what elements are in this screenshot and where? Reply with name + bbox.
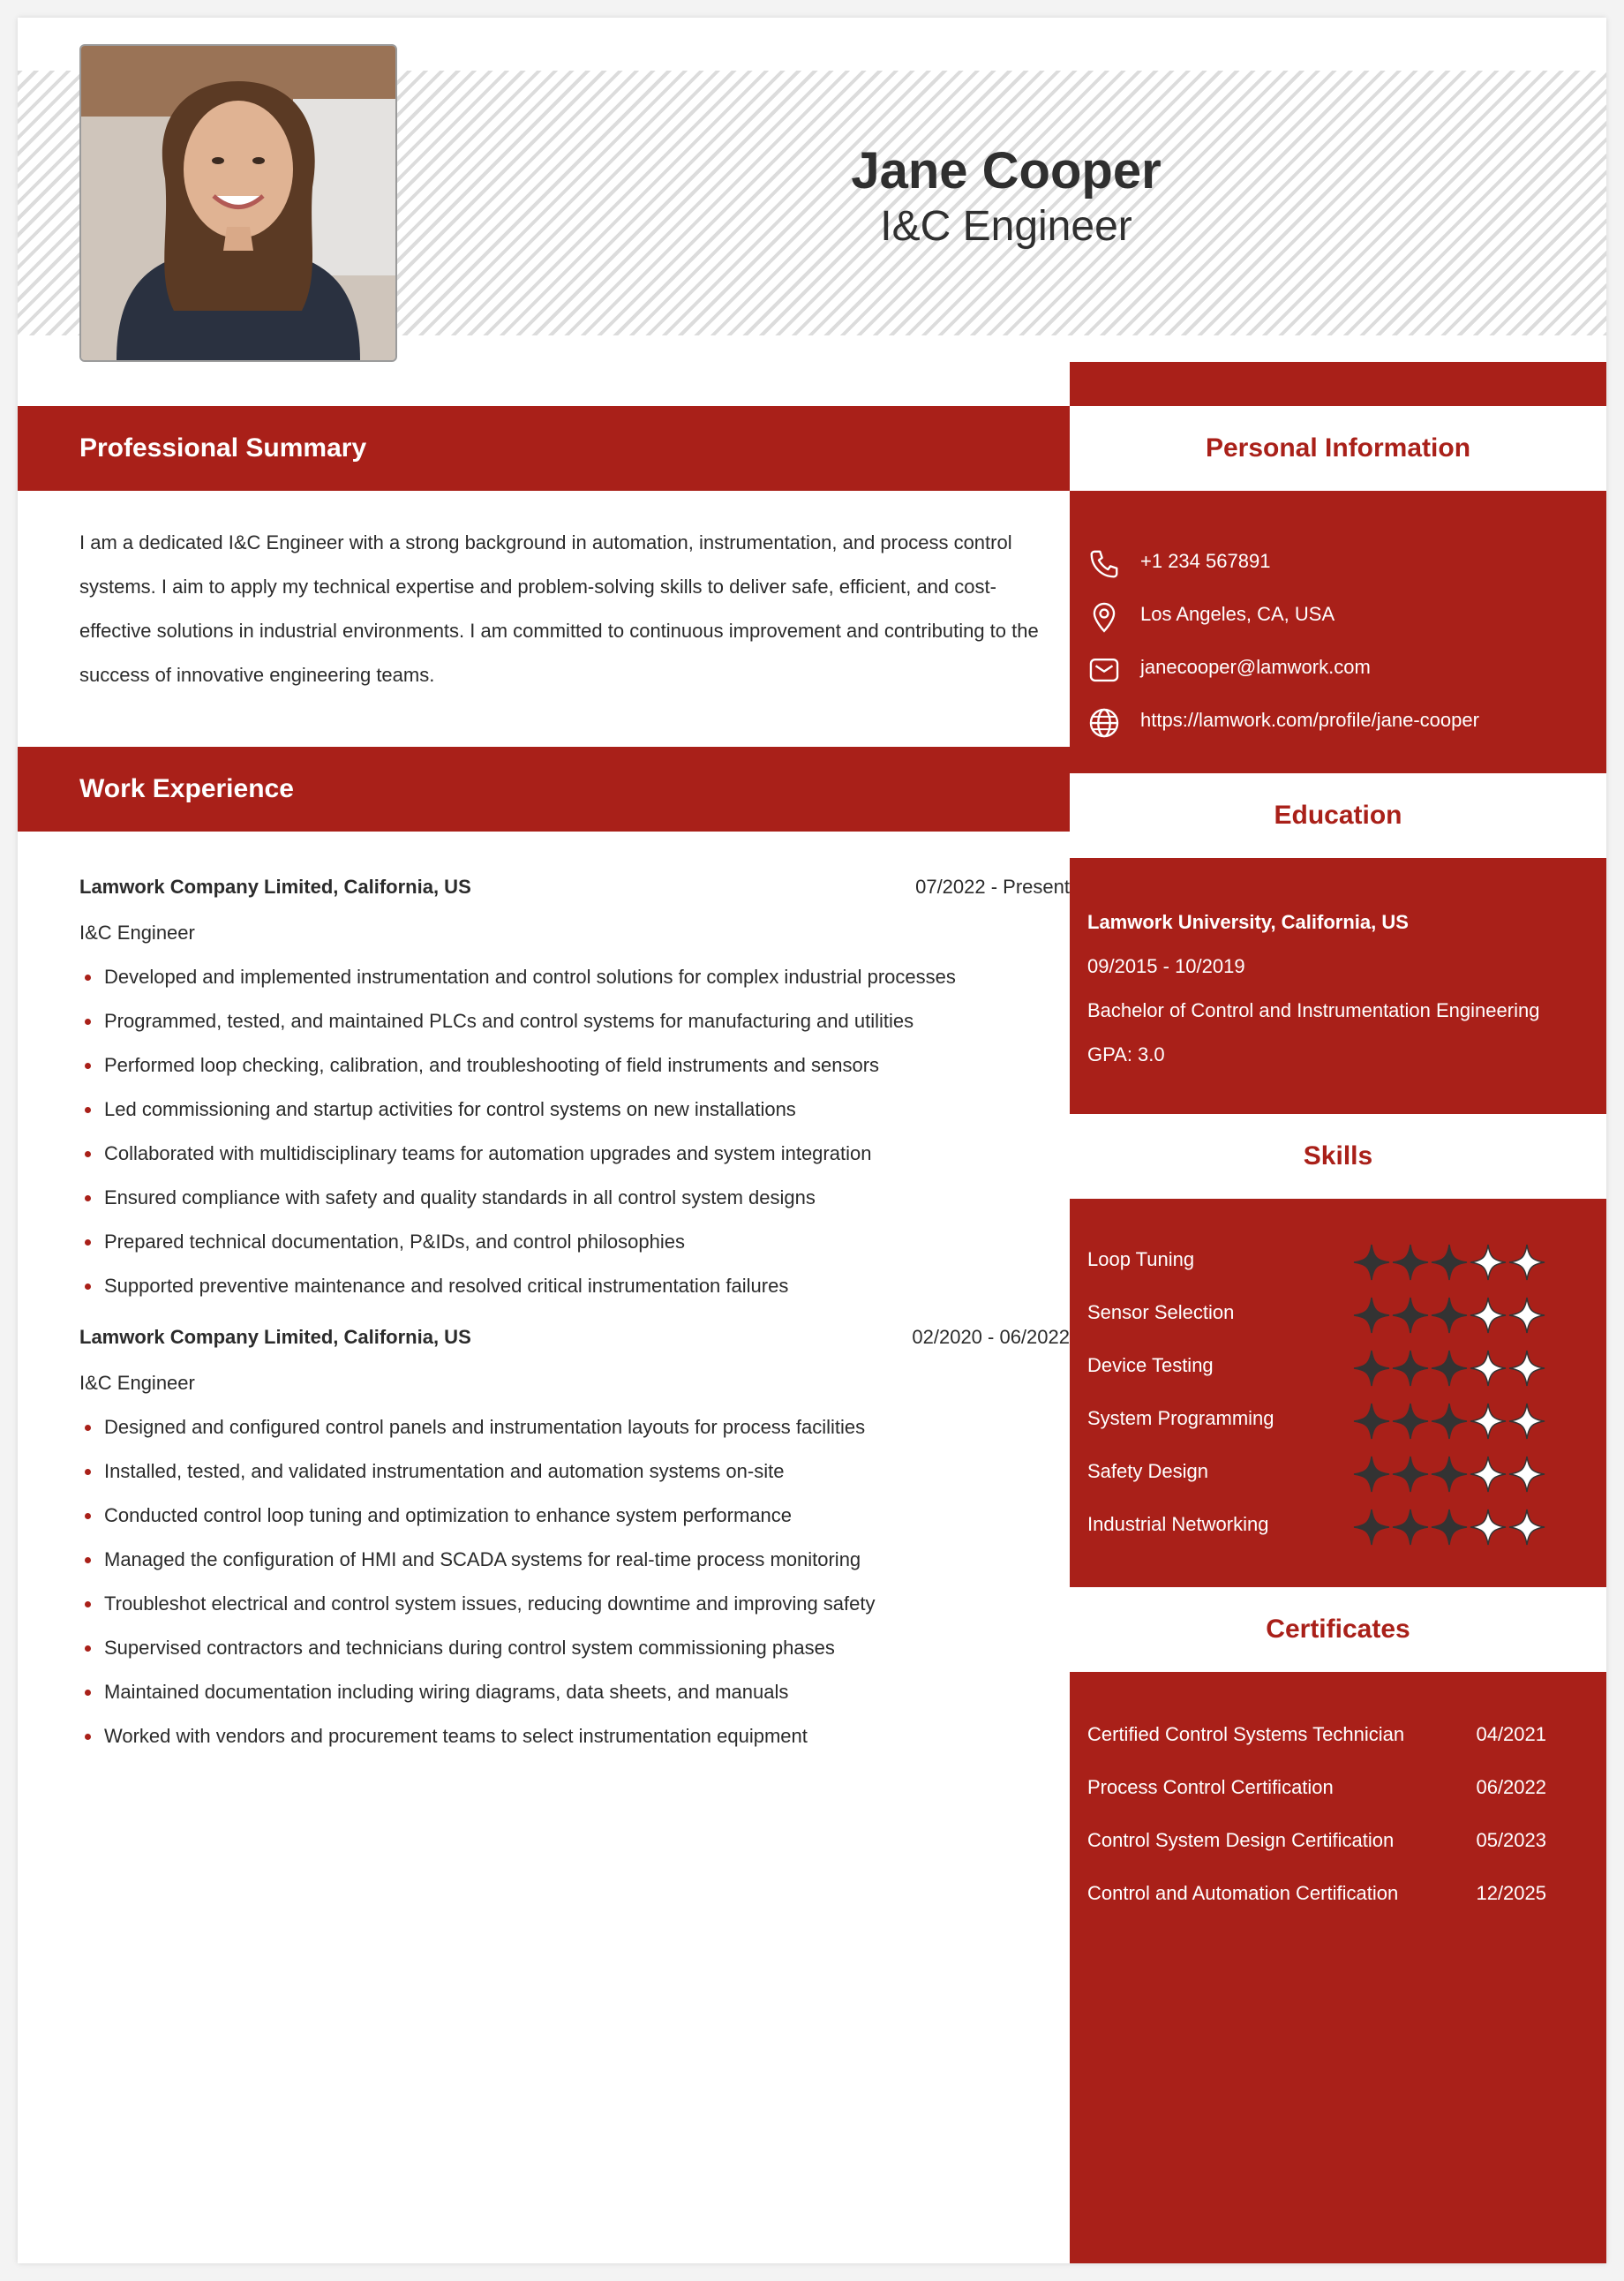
skill-name: Industrial Networking <box>1087 1513 1269 1535</box>
location-pin-icon <box>1087 600 1121 634</box>
star-filled-icon <box>1391 1508 1430 1547</box>
skill-row <box>1087 1395 1582 1448</box>
star-filled-icon <box>1391 1296 1430 1335</box>
certificate-name: Control System Design Certification <box>1087 1829 1395 1851</box>
star-empty-icon <box>1507 1508 1546 1547</box>
phone-icon <box>1087 547 1121 581</box>
section-header-skills <box>1070 1114 1606 1199</box>
star-empty-icon <box>1507 1402 1546 1441</box>
star-empty-icon <box>1469 1296 1507 1335</box>
star-empty-icon <box>1469 1349 1507 1388</box>
section-title: Skills <box>1303 1141 1373 1171</box>
star-filled-icon <box>1352 1508 1391 1547</box>
star-empty-icon <box>1469 1402 1507 1441</box>
star-filled-icon <box>1391 1455 1430 1494</box>
skill-name: Sensor Selection <box>1087 1301 1235 1323</box>
star-empty-icon <box>1507 1296 1546 1335</box>
contact-text[interactable]: janecooper@lamwork.com <box>1140 656 1371 678</box>
job-bullets <box>79 1405 1070 1758</box>
bullet-item: Conducted control loop tuning and optimization to enhance system performance <box>79 1494 1070 1538</box>
contact-text: Los Angeles, CA, USA <box>1140 603 1335 625</box>
job-dates: 02/2020 - 06/2022 <box>912 1326 1070 1348</box>
section-title: Certificates <box>1266 1615 1410 1644</box>
section-title: Education <box>1274 801 1402 830</box>
summary-text: I am a dedicated I&C Engineer with a strong background in automation, instrumentation, and process control systems. I aim to apply my technical expertise and problem-solving skills to deliver safe, efficient, and cost-effective solutions in industrial environments. I am committed to continuous improvement and contributing to the success of innovative engineering teams. <box>79 531 1039 686</box>
skill-row <box>1087 1236 1582 1289</box>
skill-row <box>1087 1501 1582 1554</box>
resume-page <box>18 18 1606 2263</box>
bullet-item: Performed loop checking, calibration, and troubleshooting of field instruments and sensors <box>79 1043 1070 1088</box>
skill-name: System Programming <box>1087 1407 1274 1429</box>
section-title: Professional Summary <box>79 433 367 463</box>
job-role: I&C Engineer <box>79 1372 195 1394</box>
certificate-row <box>1087 1711 1546 1764</box>
job-role: I&C Engineer <box>79 922 195 944</box>
star-filled-icon <box>1352 1455 1391 1494</box>
certificate-name: Certified Control Systems Technician <box>1087 1723 1405 1745</box>
star-filled-icon <box>1391 1402 1430 1441</box>
skill-name: Safety Design <box>1087 1460 1208 1482</box>
star-filled-icon <box>1352 1349 1391 1388</box>
section-header-education <box>1070 773 1606 858</box>
skill-row <box>1087 1289 1582 1342</box>
bullet-item: Installed, tested, and validated instrumentation and automation systems on-site <box>79 1449 1070 1494</box>
certificate-date: 06/2022 <box>1476 1776 1546 1798</box>
candidate-name: Jane Cooper <box>851 142 1162 199</box>
skill-rating <box>1352 1296 1546 1335</box>
job-company: Lamwork Company Limited, California, US <box>79 876 471 898</box>
bullet-item: Supported preventive maintenance and resolved critical instrumentation failures <box>79 1264 1070 1308</box>
bullet-item: Troubleshot electrical and control system issues, reducing downtime and improving safety <box>79 1582 1070 1626</box>
star-filled-icon <box>1430 1455 1469 1494</box>
candidate-title: I&C Engineer <box>880 203 1132 250</box>
job-entry <box>79 1317 1070 1758</box>
star-filled-icon <box>1430 1402 1469 1441</box>
star-filled-icon <box>1352 1402 1391 1441</box>
job-entry <box>79 867 1070 1308</box>
star-filled-icon <box>1391 1349 1430 1388</box>
star-empty-icon <box>1507 1349 1546 1388</box>
certificate-name: Control and Automation Certification <box>1087 1882 1399 1904</box>
globe-icon <box>1087 706 1121 740</box>
section-header-certificates <box>1070 1587 1606 1672</box>
bullet-item: Programmed, tested, and maintained PLCs and control systems for manufacturing and utilities <box>79 999 1070 1043</box>
skill-name: Device Testing <box>1087 1354 1214 1376</box>
section-title: Personal Information <box>1205 433 1471 463</box>
education-degree: Bachelor of Control and Instrumentation Engineering <box>1087 999 1540 1021</box>
certificate-date: 12/2025 <box>1476 1882 1546 1904</box>
certificate-row <box>1087 1870 1546 1923</box>
bullet-item: Managed the configuration of HMI and SCADA systems for real-time process monitoring <box>79 1538 1070 1582</box>
skill-row <box>1087 1448 1582 1501</box>
profile-photo <box>79 44 397 362</box>
education-gpa: GPA: 3.0 <box>1087 1043 1165 1065</box>
job-bullets <box>79 955 1070 1308</box>
skill-name: Loop Tuning <box>1087 1248 1195 1270</box>
contact-text[interactable]: https://lamwork.com/profile/jane-cooper <box>1140 709 1479 731</box>
star-filled-icon <box>1430 1243 1469 1282</box>
portrait-illustration <box>81 46 395 360</box>
education-entry <box>1087 900 1582 1077</box>
skill-rating <box>1352 1243 1546 1282</box>
bullet-item: Worked with vendors and procurement teams to select instrumentation equipment <box>79 1714 1070 1758</box>
bullet-item: Maintained documentation including wiring diagrams, data sheets, and manuals <box>79 1670 1070 1714</box>
job-company: Lamwork Company Limited, California, US <box>79 1326 471 1348</box>
certificate-row <box>1087 1817 1546 1870</box>
certificate-name: Process Control Certification <box>1087 1776 1334 1798</box>
bullet-item: Prepared technical documentation, P&IDs, and control philosophies <box>79 1220 1070 1264</box>
education-school: Lamwork University, California, US <box>1087 911 1409 933</box>
skill-rating <box>1352 1402 1546 1441</box>
section-header-personal <box>1070 406 1606 491</box>
star-filled-icon <box>1391 1243 1430 1282</box>
skill-row <box>1087 1342 1582 1395</box>
name-block <box>406 141 1606 252</box>
certificate-date: 04/2021 <box>1476 1723 1546 1745</box>
skill-rating <box>1352 1455 1546 1494</box>
contact-text: +1 234 567891 <box>1140 550 1271 572</box>
job-dates: 07/2022 - Present <box>915 876 1070 898</box>
education-dates: 09/2015 - 10/2019 <box>1087 955 1245 977</box>
bullet-item: Designed and configured control panels and instrumentation layouts for process facilities <box>79 1405 1070 1449</box>
certificate-row <box>1087 1764 1546 1817</box>
star-filled-icon <box>1430 1508 1469 1547</box>
email-icon <box>1087 653 1121 687</box>
section-title: Work Experience <box>79 774 294 803</box>
bullet-item: Collaborated with multidisciplinary teams for automation upgrades and system integration <box>79 1132 1070 1176</box>
star-empty-icon <box>1507 1243 1546 1282</box>
bullet-item: Led commissioning and startup activities for control systems on new installations <box>79 1088 1070 1132</box>
star-empty-icon <box>1469 1455 1507 1494</box>
star-filled-icon <box>1352 1243 1391 1282</box>
section-header-experience <box>18 747 1070 832</box>
star-filled-icon <box>1430 1349 1469 1388</box>
bullet-item: Supervised contractors and technicians during control system commissioning phases <box>79 1626 1070 1670</box>
star-empty-icon <box>1507 1455 1546 1494</box>
skill-rating <box>1352 1349 1546 1388</box>
skill-rating <box>1352 1508 1546 1547</box>
star-filled-icon <box>1352 1296 1391 1335</box>
star-empty-icon <box>1469 1508 1507 1547</box>
certificate-date: 05/2023 <box>1476 1829 1546 1851</box>
star-empty-icon <box>1469 1243 1507 1282</box>
bullet-item: Ensured compliance with safety and quality standards in all control system designs <box>79 1176 1070 1220</box>
section-header-summary <box>18 406 1070 491</box>
star-filled-icon <box>1430 1296 1469 1335</box>
bullet-item: Developed and implemented instrumentation and control solutions for complex industrial processes <box>79 955 1070 999</box>
